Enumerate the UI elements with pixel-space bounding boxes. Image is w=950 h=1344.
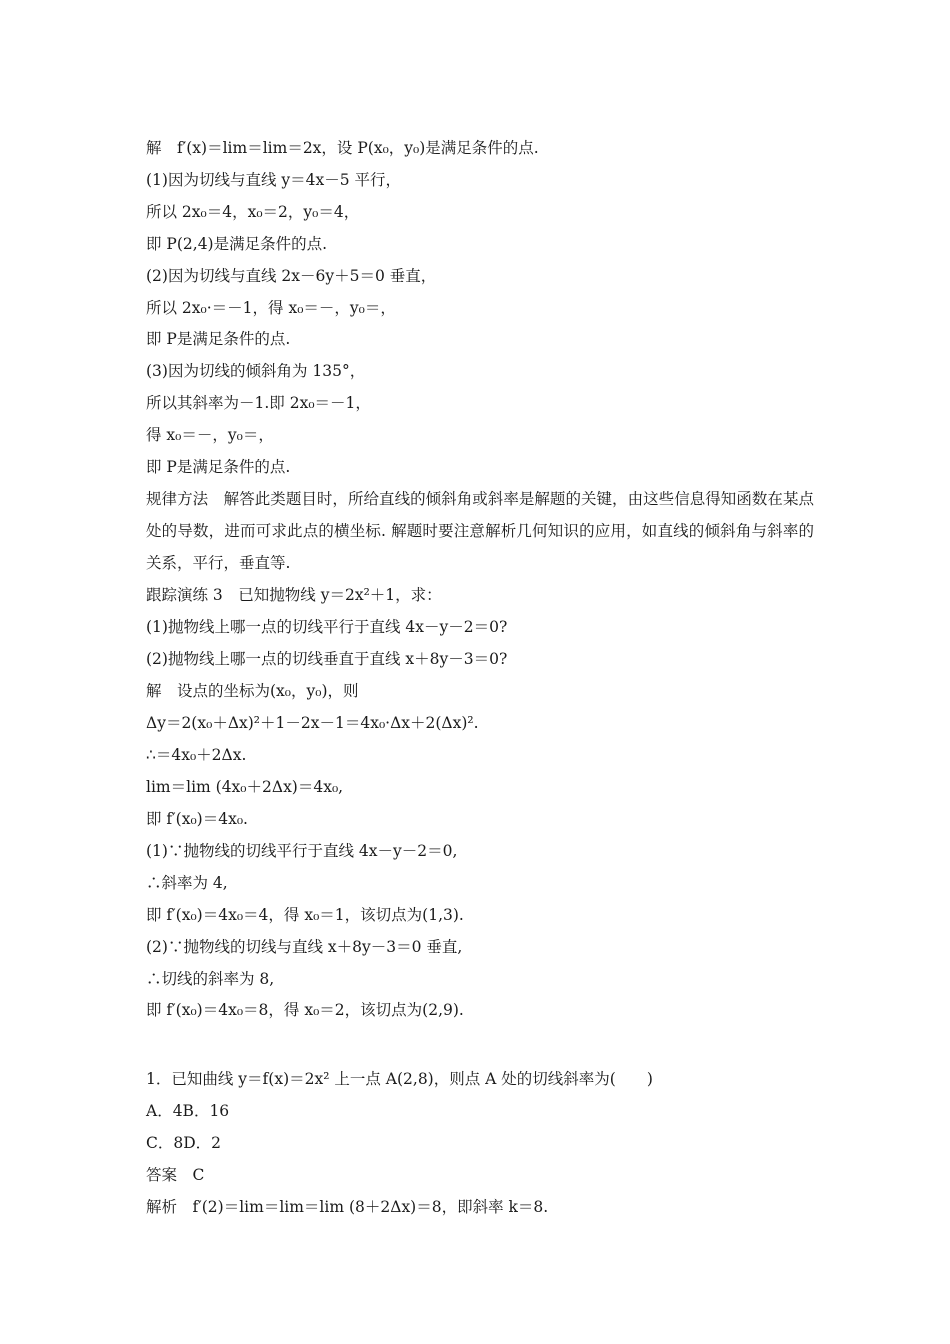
exercise-part2-result: 即 f′(x₀)＝4x₀＝8，得 x₀＝2，该切点为(2,9). (146, 1001, 464, 1019)
exercise-part1-condition: (1)∵抛物线的切线平行于直线 4x－y－2＝0, (146, 842, 458, 860)
solution-part2-condition: (2)因为切线与直线 2x－6y＋5＝0 垂直， (146, 267, 437, 285)
question-1-stem: 1．已知曲线 y＝f(x)＝2x² 上一点 A(2,8)，则点 A 处的切线斜率为( ) (146, 1070, 653, 1088)
question-1-answer: 答案 C (146, 1166, 205, 1184)
exercise-delta-y: Δy＝2(x₀＋Δx)²＋1－2x－1＝4x₀·Δx＋2(Δx)². (146, 714, 479, 732)
solution-part3-condition: (3)因为切线的倾斜角为 135°， (146, 362, 366, 380)
solution-part1-result: 即 P(2,4)是满足条件的点. (146, 235, 328, 253)
exercise-part2-slope: ∴切线的斜率为 8, (146, 970, 275, 988)
solution-part2-result: 即 P是满足条件的点. (146, 330, 291, 348)
exercise-limit: lim＝lim (4x₀＋2Δx)＝4x₀, (146, 778, 344, 796)
exercise-title: 跟踪演练 3 已知抛物线 y＝2x²＋1，求： (146, 586, 442, 604)
exercise-derivative: 即 f′(x₀)＝4x₀. (146, 810, 248, 828)
solution-intro: 解 f′(x)＝lim＝lim＝2x，设 P(x₀，y₀)是满足条件的点. (146, 139, 539, 157)
solution-part3-slope: 所以其斜率为－1.即 2x₀＝－1， (146, 394, 371, 412)
solution-part1-derive: 所以 2x₀＝4，x₀＝2，y₀＝4， (146, 203, 360, 221)
solution-part3-derive: 得 x₀＝－，y₀＝， (146, 426, 274, 444)
question-1-options-cd: C．8D．2 (146, 1134, 222, 1152)
exercise-ratio: ∴＝4x₀＋2Δx. (146, 746, 247, 764)
solution-part2-derive: 所以 2x₀·＝－1，得 x₀＝－，y₀＝， (146, 299, 396, 317)
exercise-question-1: (1)抛物线上哪一点的切线平行于直线 4x－y－2＝0? (146, 618, 508, 636)
question-1-options-ab: A．4B．16 (146, 1102, 230, 1120)
exercise-part1-result: 即 f′(x₀)＝4x₀＝4，得 x₀＝1，该切点为(1,3). (146, 906, 464, 924)
question-1-analysis: 解析 f′(2)＝lim＝lim＝lim (8＋2Δx)＝8，即斜率 k＝8. (146, 1198, 549, 1216)
method-note: 规律方法 解答此类题目时，所给直线的倾斜角或斜率是解题的关键，由这些信息得知函数在某点处的导数，进而可求此点的横坐标. 解题时要注意解析几何知识的应用，如直线的倾斜角与斜率的关系，平行，垂直等. (146, 490, 814, 572)
solution-part3-result: 即 P是满足条件的点. (146, 458, 291, 476)
exercise-part1-slope: ∴斜率为 4, (146, 874, 228, 892)
solution-part1-condition: (1)因为切线与直线 y＝4x－5 平行， (146, 171, 402, 189)
exercise-solution-intro: 解 设点的坐标为(x₀，y₀)，则 (146, 682, 359, 700)
exercise-question-2: (2)抛物线上哪一点的切线垂直于直线 x＋8y－3＝0? (146, 650, 508, 668)
exercise-part2-condition: (2)∵抛物线的切线与直线 x＋8y－3＝0 垂直, (146, 938, 463, 956)
